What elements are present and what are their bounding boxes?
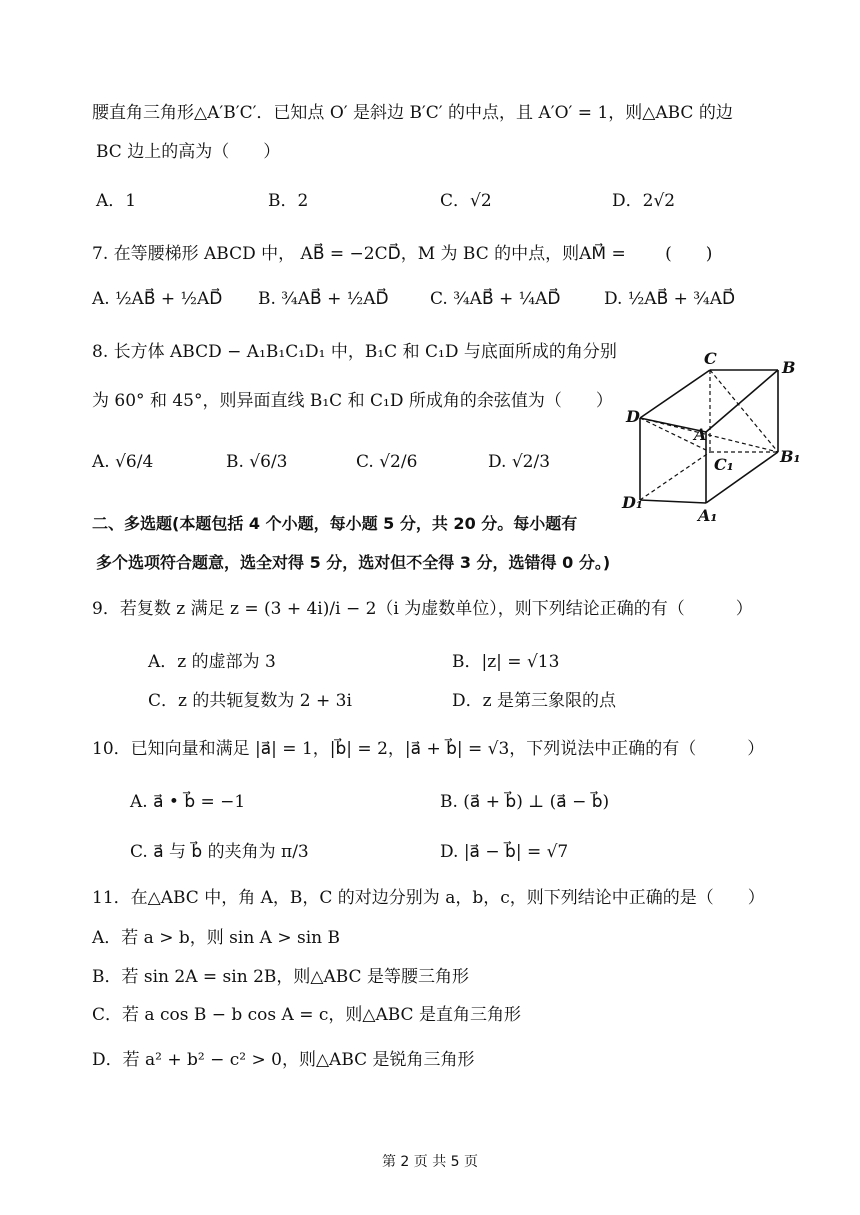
section2-heading-line1: 二、多选题(本题包括 4 个小题，每小题 5 分，共 20 分。每小题有 — [92, 514, 578, 533]
section2-heading-line2: 多个选项符合题意，选全对得 5 分，选对但不全得 3 分，选错得 0 分。) — [96, 553, 611, 572]
q9-option-d: D．z 是第三象限的点 — [452, 691, 616, 711]
q8-stem-line2: 为 60° 和 45°，则异面直线 B₁C 和 C₁D 所成角的余弦值为（ ） — [92, 391, 613, 411]
q9-option-c: C．z 的共轭复数为 2 + 3i — [148, 691, 352, 711]
label-D: D — [626, 407, 640, 426]
edge-CD — [640, 370, 710, 418]
q8-option-b: B. √6/3 — [226, 452, 288, 472]
q11-option-c: C．若 a cos B − b cos A = c，则△ABC 是直角三角形 — [92, 1005, 521, 1025]
q10-option-a: A. a⃗ • b⃗ = −1 — [130, 792, 246, 812]
q8-option-a: A. √6/4 — [92, 452, 154, 472]
q8-option-d: D. √2/3 — [488, 452, 551, 472]
q10-option-b: B. (a⃗ + b⃗) ⊥ (a⃗ − b⃗) — [440, 792, 610, 812]
label-A: A — [694, 425, 707, 444]
diag-DB1 — [640, 418, 778, 452]
q7-option-b: B. ¾AB⃗ + ½AD⃗ — [258, 289, 389, 309]
q6-stem-line1: 腰直角三角形△A′B′C′．已知点 O′ 是斜边 B′C′ 的中点，且 A′O′ = 1，则△ABC 的边 — [92, 103, 733, 123]
q8-stem-line1: 8. 长方体 ABCD − A₁B₁C₁D₁ 中，B₁C 和 C₁D 与底面所成的角分别 — [92, 342, 617, 362]
q7-option-a: A. ½AB⃗ + ½AD⃗ — [92, 289, 223, 309]
q9-stem: 9．若复数 z 满足 z = (3 + 4i)/i − 2（i 为虚数单位），则下列结论正确的有（ ） — [92, 599, 753, 619]
page-footer: 第 2 页 共 5 页 — [381, 1154, 479, 1170]
q7-option-d: D. ½AB⃗ + ¾AD⃗ — [604, 289, 736, 309]
q9-option-a: A．z 的虚部为 3 — [148, 652, 276, 672]
edge-D1C1-hidden — [640, 452, 710, 500]
q11-option-d: D．若 a² + b² − c² > 0，则△ABC 是锐角三角形 — [92, 1050, 475, 1070]
q6-option-b: B．2 — [268, 191, 309, 211]
q11-option-a: A．若 a > b，则 sin A > sin B — [92, 928, 341, 948]
q11-option-b: B．若 sin 2A = sin 2B，则△ABC 是等腰三角形 — [92, 967, 469, 987]
label-B: B — [782, 358, 796, 377]
q6-stem-line2: BC 边上的高为（ ） — [96, 142, 281, 162]
q10-option-c: C. a⃗ 与 b⃗ 的夹角为 π/3 — [130, 842, 309, 862]
q7-stem: 7. 在等腰梯形 ABCD 中， AB⃗ = −2CD⃗，M 为 BC 的中点，则AM⃗ = ( ) — [92, 244, 713, 264]
label-D1: D₁ — [622, 493, 643, 512]
q8-option-c: C. √2/6 — [356, 452, 418, 472]
diag-CB1 — [710, 370, 778, 452]
edge-D1A1 — [640, 500, 706, 503]
q6-option-a: A．1 — [96, 191, 137, 211]
label-A1: A₁ — [698, 506, 718, 523]
q9-option-b: B．|z| = √13 — [452, 652, 560, 672]
q10-stem: 10．已知向量和满足 |a⃗| = 1，|b⃗| = 2，|a⃗ + b⃗| = √3，下列说法中正确的有（ ） — [92, 739, 765, 759]
label-C1: C₁ — [714, 455, 734, 474]
q11-stem: 11．在△ABC 中，角 A，B，C 的对边分别为 a，b，c，则下列结论中正确的是（ ） — [92, 888, 765, 908]
q6-option-d: D．2√2 — [612, 191, 676, 211]
q7-option-c: C. ¾AB⃗ + ¼AD⃗ — [430, 289, 561, 309]
label-C: C — [704, 349, 717, 368]
q6-option-c: C．√2 — [440, 191, 492, 211]
label-B1: B₁ — [780, 447, 801, 466]
cuboid-figure — [610, 348, 810, 523]
edge-AB — [706, 370, 778, 432]
q10-option-d: D. |a⃗ − b⃗| = √7 — [440, 842, 569, 862]
